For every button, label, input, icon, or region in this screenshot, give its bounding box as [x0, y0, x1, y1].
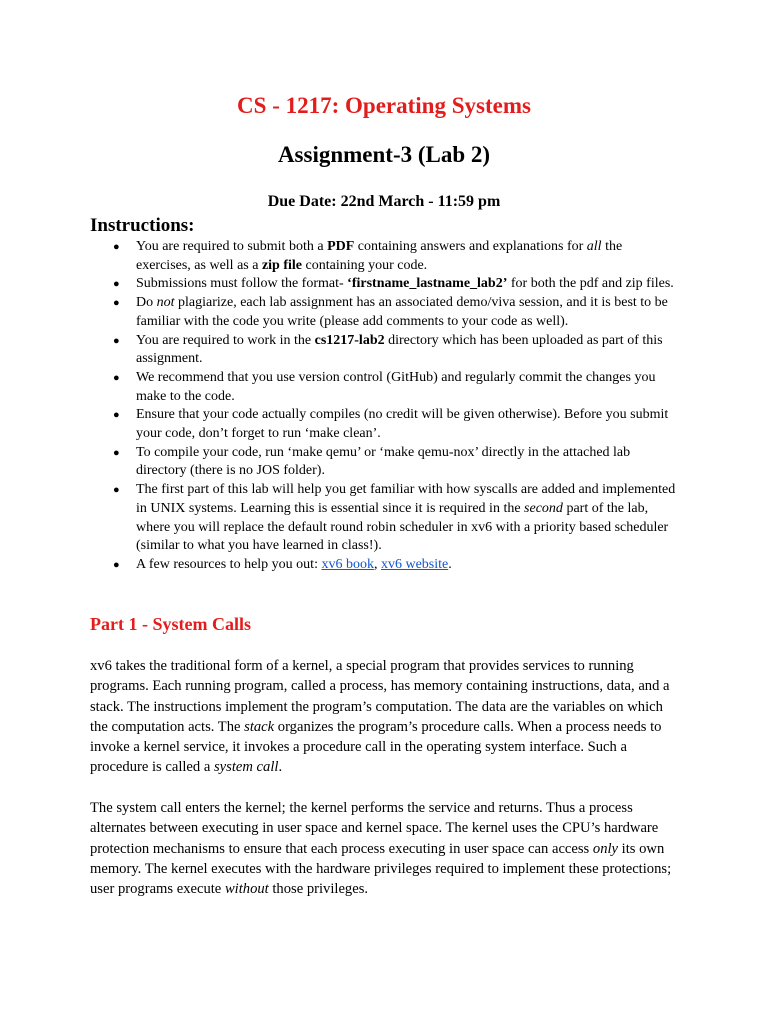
course-title: CS - 1217: Operating Systems [237, 93, 531, 118]
bullet-icon: ● [113, 446, 120, 459]
bullet-icon: ● [113, 409, 120, 422]
bullet-icon: ● [113, 278, 120, 291]
bullet-icon: ● [113, 334, 120, 347]
bullet-icon: ● [113, 297, 120, 310]
list-item: ● The first part of this lab will help you get familiar with how syscalls are added and implemented in UNIX systems. Learning this is essential since it is required in the second part of the lab, where you will replace the default round robin scheduler in xv6 with a priority based scheduler (similar to what you have learned in class!). [113, 482, 676, 554]
part1-paragraph-2: The system call enters the kernel; the kernel performs the service and returns. Thus a process alternates between executing in user space and kernel space. The kernel uses the CPU’s hardware protection mechanisms to ensure that each process executing in user space can access only its own memory. The kernel executes with the hardware privileges required to implement these protections; user programs execute without those privileges. [90, 800, 672, 898]
list-item: ● To compile your code, run ‘make qemu’ or ‘make qemu-nox’ directly in the attached lab directory (there is no JOS folder). [113, 444, 631, 479]
assignment-title: Assignment-3 (Lab 2) [277, 142, 491, 167]
xv6-website-link[interactable]: xv6 website [380, 556, 449, 572]
bullet-icon: ● [113, 484, 120, 497]
due-date: Due Date: 22nd March - 11:59 pm [267, 193, 501, 210]
list-item: ● A few resources to help you out: xv6 book, xv6 website. [113, 556, 678, 575]
list-item: ● You are required to submit both a PDF containing answers and explanations for all the exercises, as well as a zip file containing your code. [113, 239, 623, 273]
instructions-heading: Instructions: [90, 215, 195, 236]
list-item: ● You are required to work in the cs1217-lab2 directory which has been uploaded as part of this assignment. [113, 332, 663, 367]
list-item: ● Do not plagiarize, each lab assignment has an associated demo/viva session, and it is best to be familiar with the code you write (please add comments to your code as well). [113, 295, 668, 329]
bullet-icon: ● [113, 371, 120, 384]
instruction-list [113, 238, 678, 575]
xv6-book-link[interactable]: xv6 book [321, 556, 374, 572]
part1-paragraph-1: xv6 takes the traditional form of a kernel, a special program that provides services to running programs. Each running program, called a process, has memory containing instructions, data, and a stack. The instructions implement the program’s computation. The data are the variables on which the computation acts. The stack organizes the program’s procedure calls. When a process needs to invoke a kernel service, it invokes a procedure call in the operating system interface. Such a procedure is called a system call. [90, 658, 670, 776]
list-item: ● We recommend that you use version control (GitHub) and regularly commit the changes you make to the code. [113, 369, 656, 404]
bullet-icon: ● [113, 241, 120, 253]
part1-heading: Part 1 - System Calls [90, 614, 251, 634]
list-item: ● Submissions must follow the format- ‘firstname_lastname_lab2’ for both the pdf and zip files. [113, 275, 678, 294]
bullet-icon: ● [113, 558, 120, 571]
list-item: ● Ensure that your code actually compiles (no credit will be given otherwise). Before you submit your code, don’t forget to run ‘make clean’. [113, 407, 669, 442]
